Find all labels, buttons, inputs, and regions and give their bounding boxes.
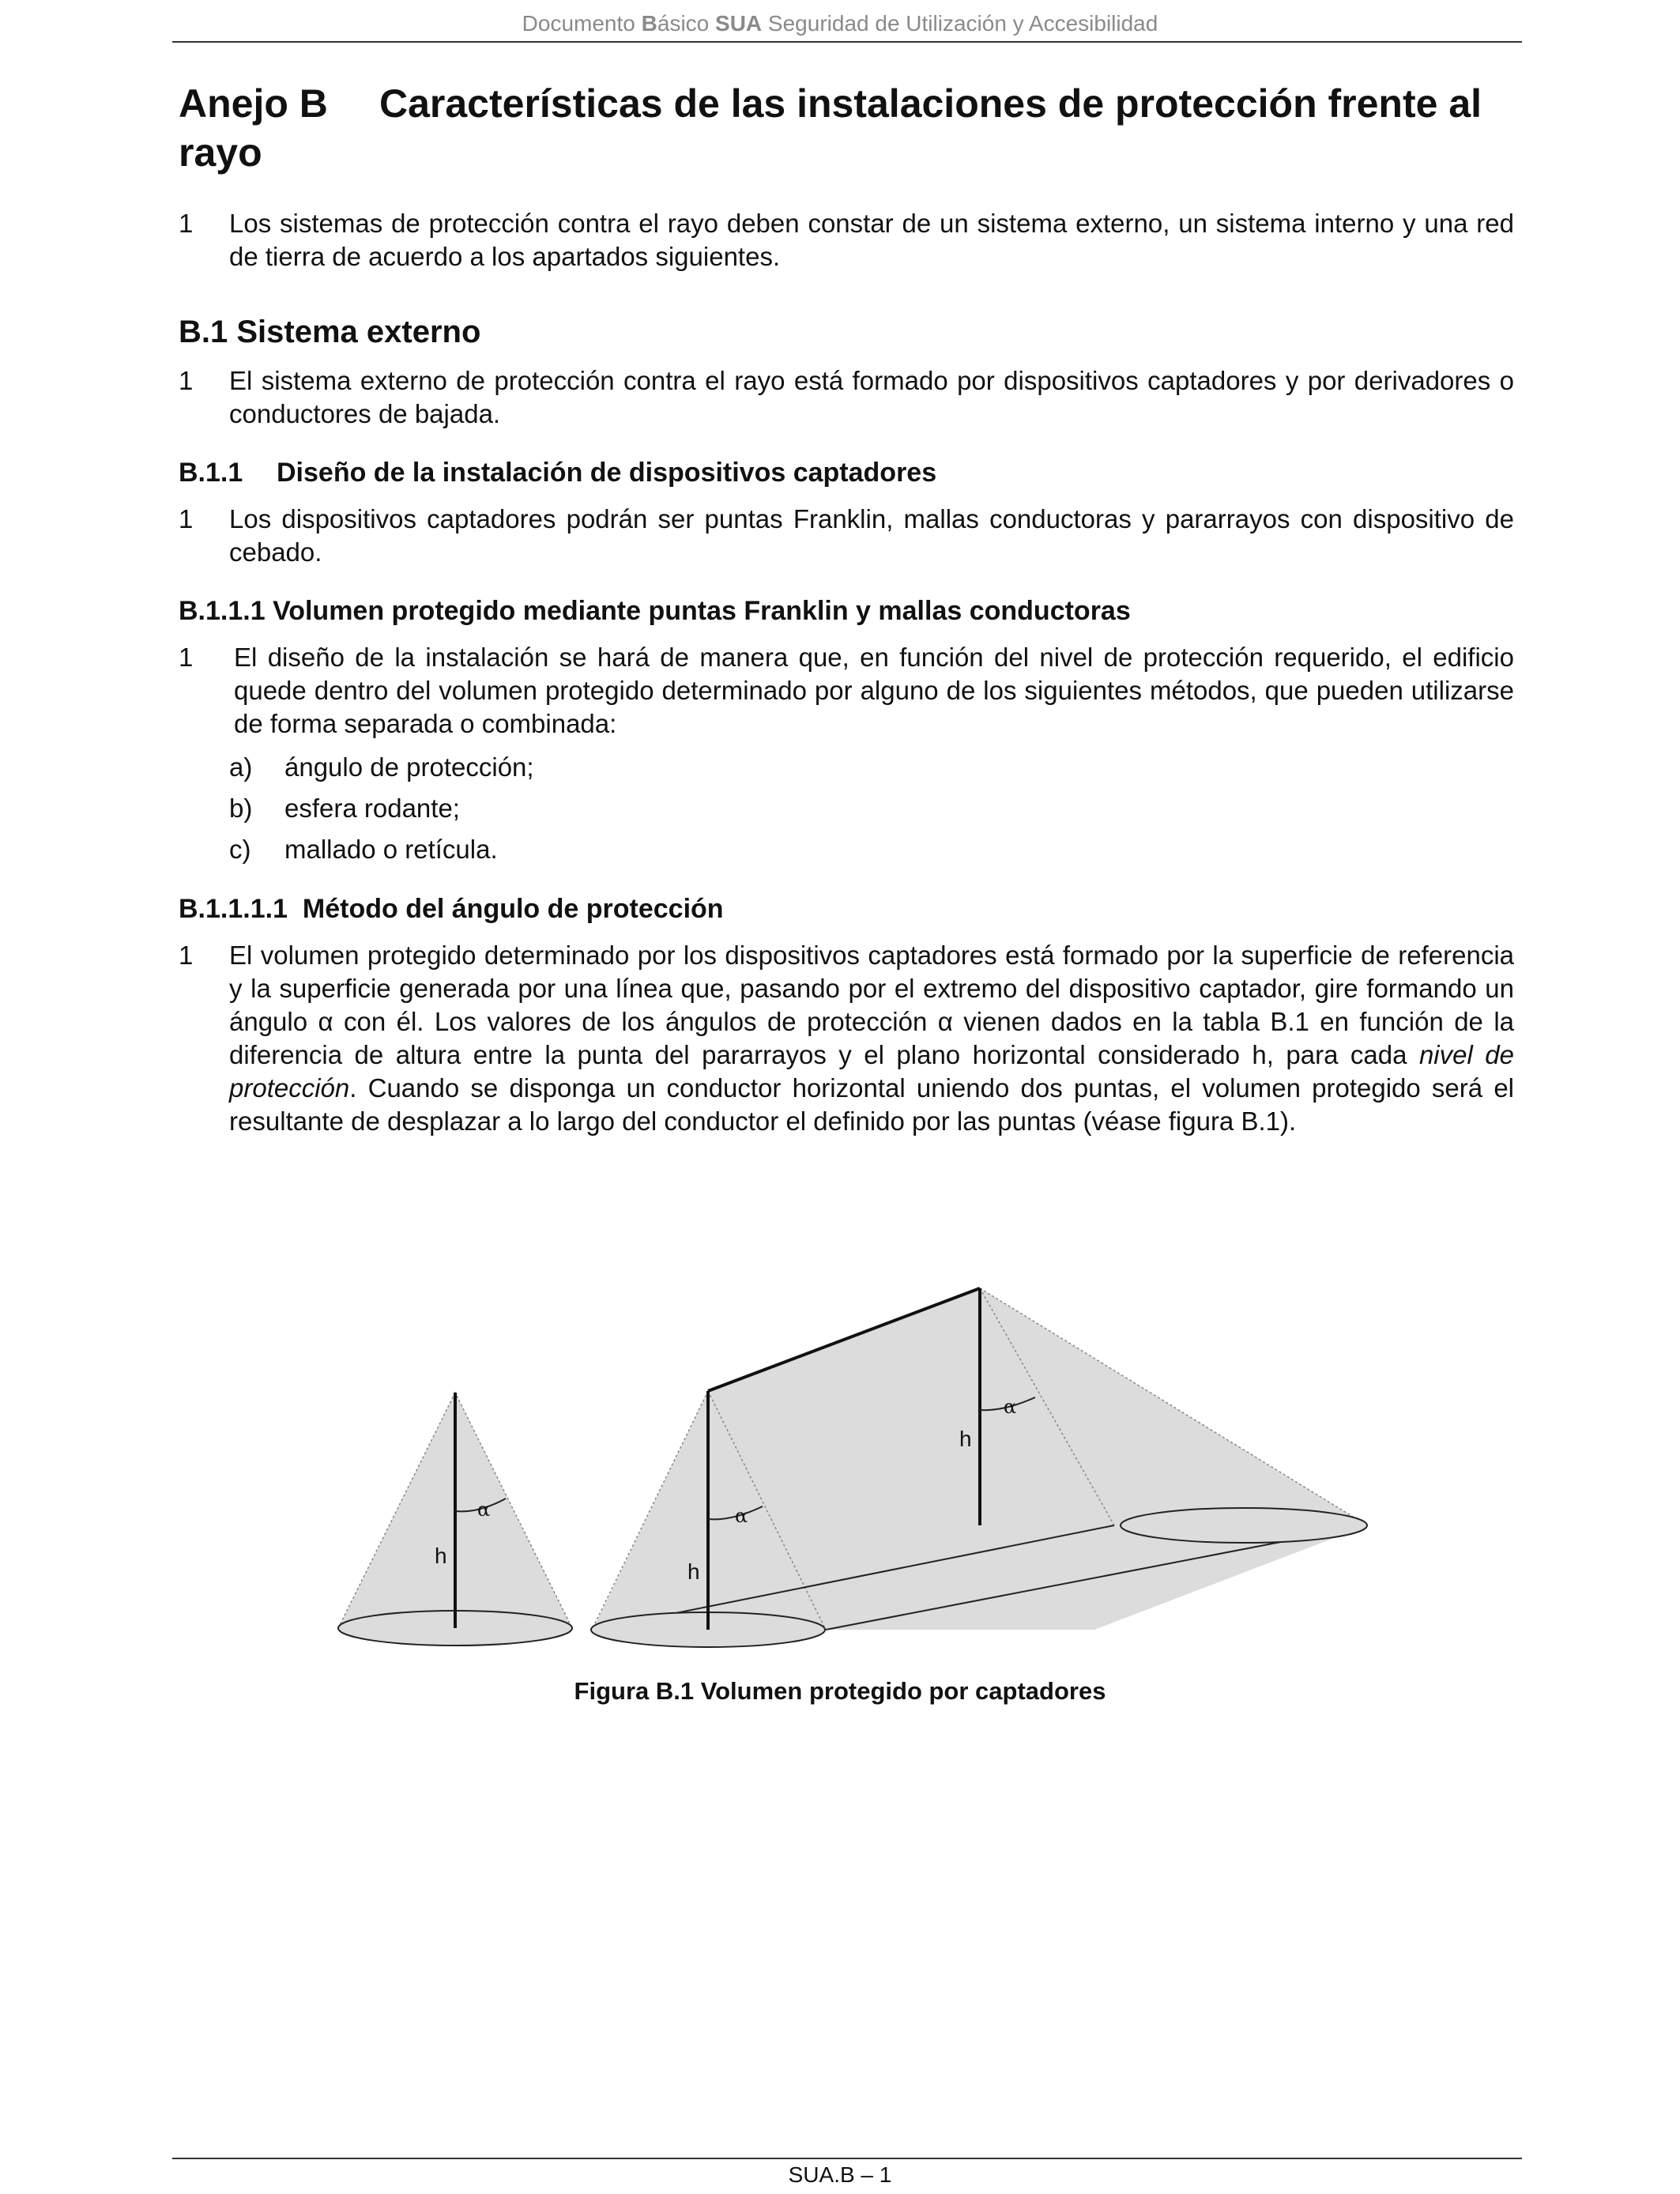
b111-paragraph — [179, 641, 1514, 741]
list-item-label: b) — [229, 794, 253, 823]
paragraph-text: Los dispositivos captadores podrán ser puntas Franklin, mallas conductoras y pararrayos con dispositivo de cebado. — [229, 504, 1514, 567]
section-title: Método del ángulo de protección — [302, 894, 724, 924]
paragraph-text: . Cuando se disponga un conductor horizontal uniendo dos puntas, el volumen protegido será el resultante de desplazar a lo largo del conductor el definido por las puntas (véase figura B.1). — [229, 1073, 1514, 1136]
list-item-label: c) — [229, 835, 251, 864]
section-heading-b11 — [179, 458, 1514, 488]
paragraph-text: El sistema externo de protección contra el rayo está formado por dispositivos captadores y por derivadores o conductores de bajada. — [229, 366, 1514, 428]
alpha-label: α — [735, 1505, 748, 1527]
list-item-text: esfera rodante; — [284, 794, 460, 823]
header-text: ásico — [657, 11, 716, 36]
annex-title — [179, 79, 1514, 177]
h-label: h — [959, 1427, 972, 1451]
list-item — [229, 829, 1514, 870]
paragraph-number: 1 — [179, 643, 194, 672]
list-item — [229, 747, 1514, 788]
b11-paragraph — [179, 503, 1514, 569]
paragraph-number: 1 — [179, 504, 194, 533]
b1111-paragraph — [179, 939, 1514, 1138]
paragraph-text: El diseño de la instalación se hará de manera que, en función del nivel de protección requerido, el edificio quede dentro del volumen protegido determinado por alguno de los siguientes métodos, que pueden utilizarse de forma separada o combinada: — [234, 643, 1514, 738]
annex-label: Anejo B — [179, 81, 328, 126]
section-title: Diseño de la instalación de dispositivos captadores — [277, 458, 937, 488]
figure-caption: Figura B.1 Volumen protegido por captadores — [574, 1677, 1106, 1705]
alpha-label: α — [1004, 1396, 1017, 1418]
section-heading-b1: B.1 Sistema externo — [179, 315, 481, 349]
b1-paragraph — [179, 364, 1514, 431]
paragraph-number: 1 — [179, 366, 194, 395]
protected-volume-figure — [316, 1265, 1391, 1668]
conductor-diagram — [591, 1288, 1367, 1647]
header-text: B — [641, 11, 657, 36]
page-number: SUA.B – 1 — [788, 2162, 892, 2187]
paragraph-text: Los sistemas de protección contra el rayo deben constar de un sistema externo, un sistema interno y una red de tierra de acuerdo a los apartados siguientes. — [229, 209, 1514, 271]
paragraph-text: El volumen protegido determinado por los dispositivos captadores está formado por la superficie de referencia y la superficie generada por una línea que, pasando por el extremo del dispositivo captador, gire formando un ángulo α con él. Los valores de los ángulos de protección α vienen dados en la tabla B.1 en función de la diferencia de altura entre la punta del pararrayos y el plano horizontal considerado h, para cada — [229, 941, 1514, 1069]
header-rule — [172, 41, 1522, 43]
list-item — [229, 788, 1514, 829]
h-label: h — [435, 1544, 447, 1568]
list-item-label: a) — [229, 752, 253, 782]
paragraph-number: 1 — [179, 209, 194, 238]
methods-list — [229, 747, 1514, 870]
cone-diagram — [338, 1393, 572, 1646]
footer-rule — [172, 2158, 1522, 2159]
header-text: SUA — [715, 11, 763, 36]
section-number: B.1.1 — [179, 458, 243, 488]
header-text: Documento — [522, 11, 642, 36]
list-item-text: ángulo de protección; — [284, 752, 534, 782]
paragraph-italic-term: nivel de protección — [229, 1040, 1514, 1103]
list-item-text: mallado o retícula. — [284, 835, 498, 864]
paragraph-number: 1 — [179, 941, 194, 970]
section-heading-b111: B.1.1.1 Volumen protegido mediante puntas Franklin y mallas conductoras — [179, 596, 1131, 626]
right-base-ellipse — [1121, 1508, 1367, 1543]
section-number: B.1.1.1.1 — [179, 894, 288, 924]
page-content — [179, 79, 1514, 1138]
h-label: h — [687, 1559, 700, 1584]
section-heading-b1111 — [179, 894, 1514, 925]
alpha-label: α — [477, 1498, 491, 1521]
running-header — [0, 11, 1680, 36]
header-text: Seguridad de Utilización y Accesibilidad — [762, 11, 1158, 36]
intro-paragraph — [179, 207, 1514, 273]
annex-heading: Características de las instalaciones de protección frente al rayo — [179, 81, 1482, 175]
